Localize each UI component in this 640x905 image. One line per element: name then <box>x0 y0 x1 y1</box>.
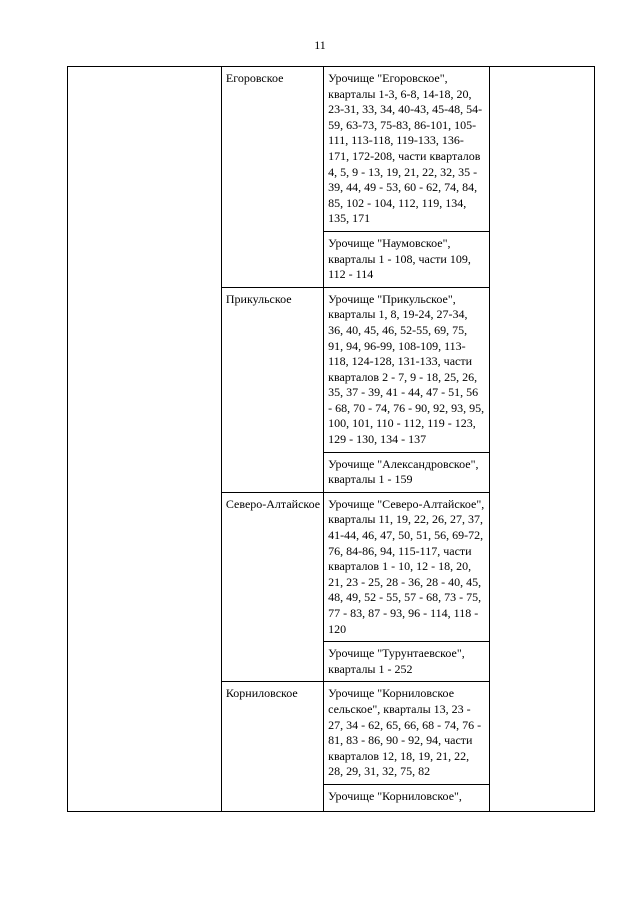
notes-cell <box>489 67 594 812</box>
tract-cell: Урочище "Александровское", кварталы 1 - 159 <box>324 452 489 492</box>
settlement-cell: Корниловское <box>221 682 323 812</box>
tract-cell: Урочище "Северо-Алтайское", кварталы 11, 19, 22, 26, 27, 37, 41-44, 46, 47, 50, 51, 56, 69-72, 76, 84-86, 94, 115-117, части кварталов 1 - 10, 12 - 18, 20, 21, 23 - 25, 28 - 36, 28 - 40, 45, 48, 49, 52 - 55, 57 - 68, 73 - 75, 77 - 83, 87 - 93, 96 - 114, 118 - 120 <box>324 492 489 641</box>
tract-cell: Урочище "Наумовское", кварталы 1 - 108, части 109, 112 - 114 <box>324 231 489 287</box>
settlement-cell: Егоровское <box>221 67 323 288</box>
district-cell <box>68 67 222 812</box>
forest-tracts-table <box>67 66 595 812</box>
tract-cell: Урочище "Корниловское", <box>324 784 489 811</box>
tract-cell: Урочище "Прикульское", кварталы 1, 8, 19-24, 27-34, 36, 40, 45, 46, 52-55, 69, 75, 91, 94, 96-99, 108-109, 113-118, 124-128, 131-133, части кварталов 2 - 7, 9 - 18, 25, 26, 35, 37 - 39, 41 - 44, 47 - 51, 56 - 68, 70 - 74, 76 - 90, 92, 93, 95, 100, 101, 110 - 112, 119 - 123, 129 - 130, 134 - 137 <box>324 287 489 452</box>
page-number: 11 <box>314 38 326 52</box>
settlement-cell: Прикульское <box>221 287 323 492</box>
tract-cell: Урочище "Турунтаевское", кварталы 1 - 252 <box>324 642 489 682</box>
tract-cell: Урочище "Егоровское", кварталы 1-3, 6-8, 14-18, 20, 23-31, 33, 34, 40-43, 45-48, 54-59, 63-73, 75-83, 86-101, 105-111, 113-118, 119-133, 136-171, 172-208, части кварталов 4, 5, 9 - 13, 19, 21, 22, 32, 35 - 39, 44, 49 - 53, 60 - 62, 74, 84, 85, 102 - 104, 112, 119, 134, 135, 171 <box>324 67 489 232</box>
tract-cell: Урочище "Корниловское сельское", кварталы 13, 23 - 27, 34 - 62, 65, 66, 68 - 74, 76 - 81, 83 - 86, 90 - 92, 94, части кварталов 12, 18, 19, 21, 22, 28, 29, 31, 32, 75, 82 <box>324 682 489 785</box>
settlement-cell: Северо-Алтайское <box>221 492 323 682</box>
table-row <box>68 67 595 232</box>
